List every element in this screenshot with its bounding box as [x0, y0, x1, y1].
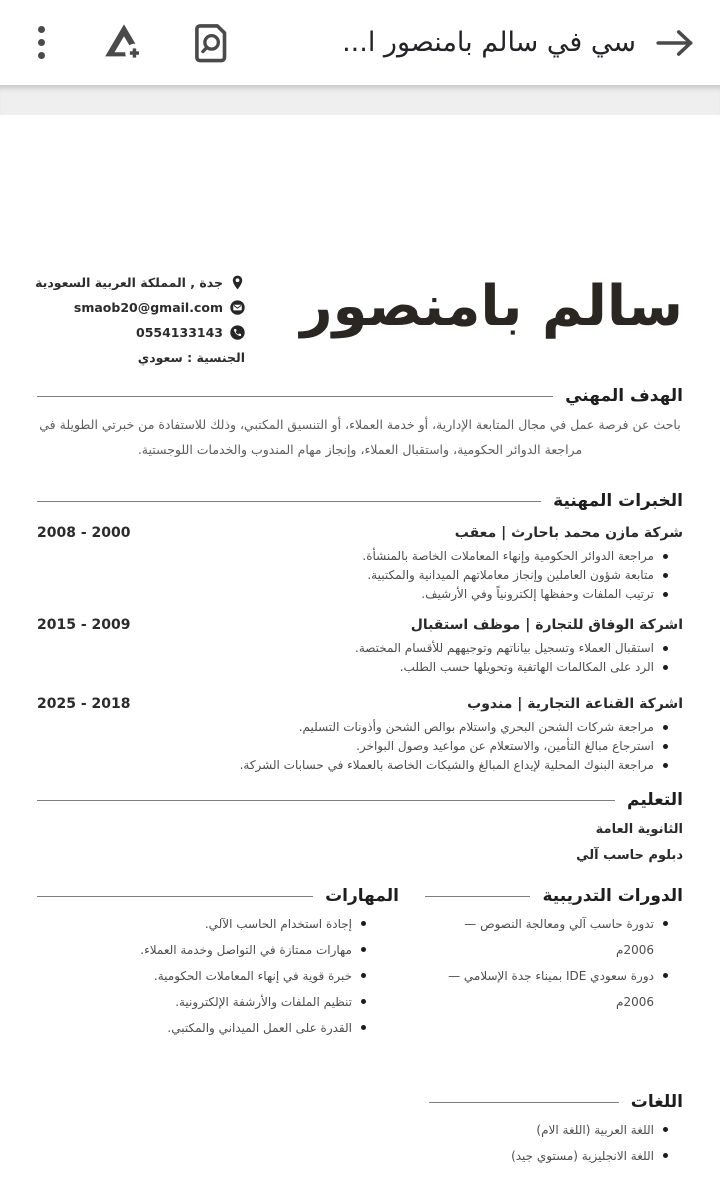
location-pin-icon: [230, 275, 245, 290]
section-experience-title: الخبرات المهنية: [553, 491, 683, 511]
section-objective-header: [37, 385, 683, 407]
overflow-dot: [38, 26, 45, 33]
bullet-item: مراجعة شركات الشحن البحري واستلام بوالص الشحن وأذونات التسليم.: [37, 718, 669, 737]
job-title: اشركة الوفاق للتجارة | موظف استقبال: [410, 617, 683, 633]
bullet-item: مهارات ممتازة في التواصل وخدمة العملاء.: [37, 937, 367, 963]
cv-header: [37, 261, 683, 365]
bullet-item: دورة سعودي IDE بميناء جدة الإسلامي — 2006م: [425, 963, 669, 1015]
bullet-item: اللغة العربية (اللغة الام): [425, 1117, 669, 1143]
contact-location-text: جدة , المملكة العربية السعودية: [35, 275, 223, 290]
bullet-item: القدرة على العمل الميداني والمكتبي.: [37, 1015, 367, 1041]
contact-block: [37, 261, 245, 365]
job-header: [37, 524, 683, 543]
job-title: شركة مازن محمد باحارث | معقب: [454, 525, 683, 541]
bullet-item: مراجعة الدوائر الحكومية وإنهاء المعاملات الخاصة بالمنشأة.: [37, 547, 669, 566]
job-dates: 2025 - 2018: [37, 696, 131, 712]
education-item: الثانوية العامة: [595, 822, 683, 837]
toolbar-shadow-band: [0, 85, 720, 115]
section-courses-header: [425, 885, 683, 907]
section-education-header: [37, 789, 683, 811]
contact-phone: [136, 325, 245, 340]
contact-email-text: smaob20@gmail.com: [73, 300, 223, 315]
section-divider-line: [37, 396, 553, 397]
overflow-dot: [38, 39, 45, 46]
section-divider-line: [429, 1102, 619, 1103]
bullet-item: استرجاع مبالغ التأمين، والاستعلام عن مواعيد وصول البواخر.: [37, 737, 669, 756]
back-arrow-icon[interactable]: [654, 26, 696, 60]
job-bullets: [37, 639, 683, 677]
job-dates: 2008 - 2000: [37, 525, 131, 541]
job-entry: [37, 695, 683, 775]
courses-bullets: [425, 911, 683, 1015]
job-bullets: [37, 718, 683, 775]
objective-text: باحث عن فرصة عمل في مجال المتابعة الإدارية، أو خدمة العملاء، أو التنسيق المكتبي، وذلك للاستفادة من خبرتي الطويلة في مراجعة الدوائر الحكومية، واستقبال العملاء، وإنجاز مهام المندوب والخدمات اللوجستية.: [39, 417, 681, 457]
job-header: [37, 695, 683, 714]
job-header: [37, 616, 683, 635]
cv-name: سالم بامنصور: [300, 274, 683, 339]
bullet-item: متابعة شؤون العاملين وإنجاز معاملاتهم الميدانية والمكتبية.: [37, 566, 669, 585]
email-icon: [230, 300, 245, 315]
bullet-item: الرد على المكالمات الهاتفية وتحويلها حسب الطلب.: [37, 658, 669, 677]
languages-bullets: [425, 1117, 683, 1169]
contact-location: [35, 275, 245, 290]
contact-phone-text: 0554133143: [136, 325, 223, 340]
bullet-item: استقبال العملاء وتسجيل بياناتهم وتوجيههم للأقسام المختصة.: [37, 639, 669, 658]
skills-column: [37, 885, 399, 1169]
section-skills-header: [37, 885, 399, 907]
bullet-item: إجادة استخدام الحاسب الآلي.: [37, 911, 367, 937]
overflow-dot: [38, 52, 45, 59]
education-item: دبلوم حاسب آلي: [576, 848, 683, 863]
section-experience-header: [37, 490, 683, 512]
add-to-drive-icon[interactable]: [103, 23, 145, 62]
two-column-section: [37, 885, 683, 1169]
section-languages-title: اللغات: [630, 1092, 683, 1112]
job-title: اشركة القناعة التجارية | مندوب: [467, 696, 683, 712]
courses-languages-column: [425, 885, 683, 1169]
phone-icon: [230, 325, 245, 340]
overflow-menu-button[interactable]: [34, 22, 49, 63]
contact-email: [74, 300, 245, 315]
bullet-item: مراجعة البنوك المحلية لإيداع المبالغ والشيكات الخاصة بالعملاء في حسابات الشركة.: [37, 756, 669, 775]
bullet-item: خبرة قوية في إنهاء المعاملات الحكومية.: [37, 963, 367, 989]
job-bullets: [37, 547, 683, 604]
education-items: [37, 817, 683, 869]
app-toolbar: [0, 0, 720, 85]
section-divider-line: [37, 896, 313, 897]
find-in-document-icon[interactable]: [193, 23, 229, 63]
section-education-title: التعليم: [627, 790, 683, 810]
bullet-item: اللغة الانجليزية (مستوي جيد): [425, 1143, 669, 1169]
cv-document-page: [0, 261, 720, 1169]
job-dates: 2015 - 2009: [37, 617, 131, 633]
section-skills-title: المهارات: [325, 886, 399, 906]
section-objective-title: الهدف المهني: [565, 386, 683, 406]
bullet-item: ترتيب الملفات وحفظها إلكترونياً وفي الأرشيف.: [37, 585, 669, 604]
section-divider-line: [37, 501, 541, 502]
section-courses-title: الدورات التدريبية: [542, 886, 683, 906]
section-languages-header: [425, 1091, 683, 1113]
contact-nationality-text: الجنسية : سعودي: [137, 350, 245, 365]
bullet-item: تدورة حاسب آلي ومعالجة النصوص — 2006م: [425, 911, 669, 963]
job-entry: [37, 524, 683, 604]
section-divider-line: [425, 896, 530, 897]
bullet-item: تنظيم الملفات والأرشفة الإلكترونية.: [37, 989, 367, 1015]
job-entry: [37, 616, 683, 677]
document-title: سي في سالم بامنصور ا...: [342, 27, 636, 58]
section-divider-line: [37, 800, 615, 801]
skills-bullets: [37, 911, 399, 1041]
contact-nationality: [138, 350, 245, 365]
